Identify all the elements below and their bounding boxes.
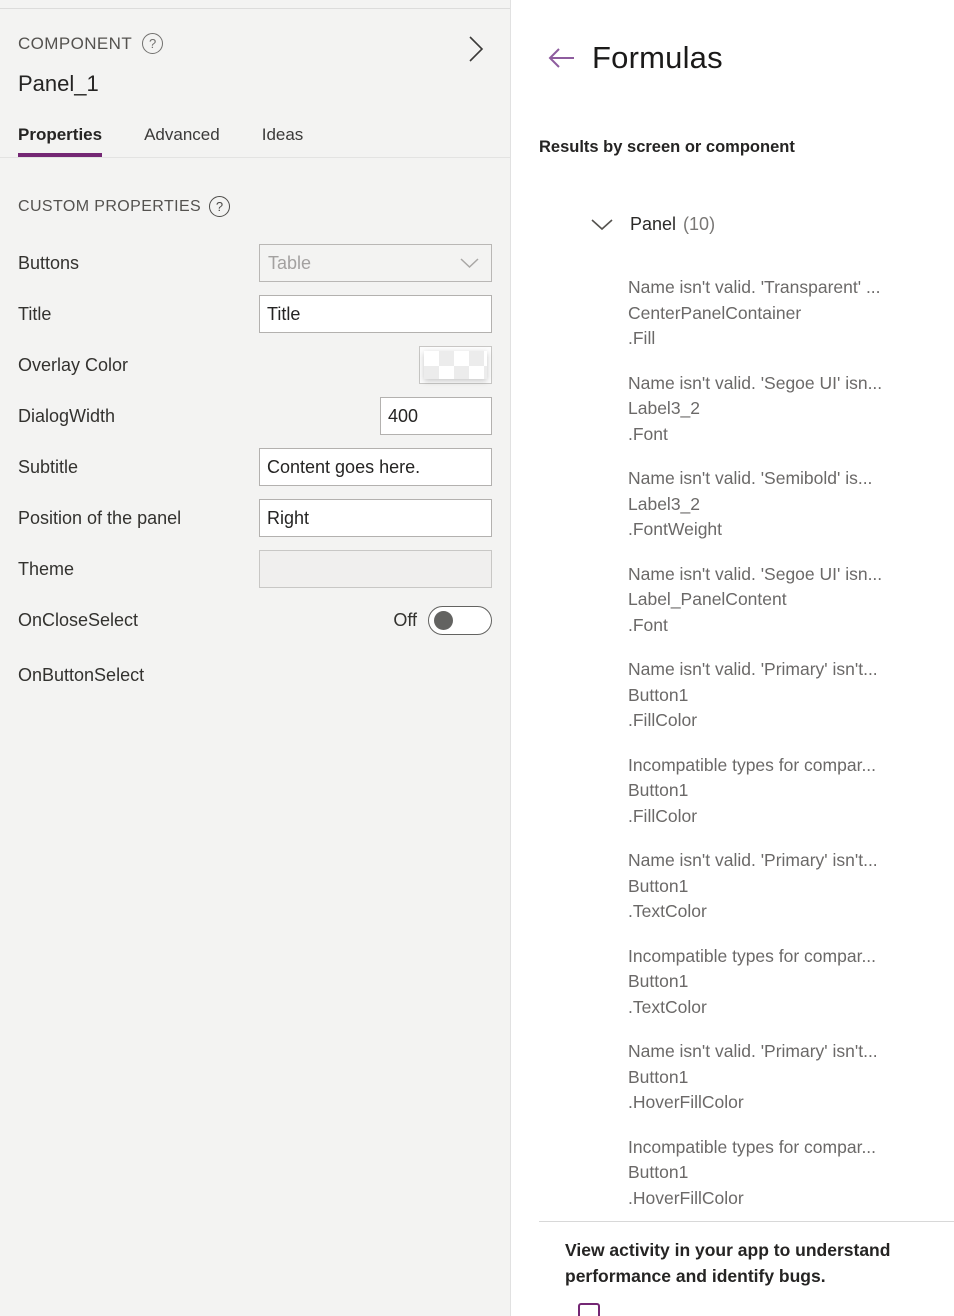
chevron-down-icon bbox=[460, 258, 479, 269]
results-heading: Results by screen or component bbox=[539, 138, 795, 156]
position-input[interactable] bbox=[259, 499, 492, 537]
error-item[interactable] bbox=[628, 1039, 954, 1116]
field-label: DialogWidth bbox=[18, 405, 116, 426]
error-message: Incompatible types for compar... bbox=[628, 945, 877, 966]
field-row-onbuttonselect bbox=[18, 656, 492, 694]
error-item[interactable] bbox=[628, 848, 954, 925]
error-item[interactable] bbox=[628, 466, 954, 543]
error-message: Incompatible types for compar... bbox=[628, 754, 877, 775]
back-button[interactable] bbox=[548, 47, 575, 69]
field-label: Subtitle bbox=[18, 456, 79, 477]
formulas-header bbox=[512, 0, 954, 76]
transparent-checker-swatch bbox=[424, 351, 487, 379]
field-row-subtitle bbox=[18, 448, 492, 486]
field-row-dialogwidth bbox=[18, 397, 492, 435]
overlay-color-swatch[interactable] bbox=[419, 346, 492, 384]
field-label: OnCloseSelect bbox=[18, 609, 139, 630]
error-control-name: CenterPanelContainer bbox=[628, 302, 802, 323]
chevron-down-icon bbox=[591, 219, 613, 231]
field-label: Theme bbox=[18, 558, 75, 579]
error-item[interactable] bbox=[628, 753, 954, 830]
error-property-name: .Font bbox=[628, 423, 668, 444]
error-list bbox=[628, 275, 954, 1211]
component-name: Panel_1 bbox=[18, 71, 99, 96]
error-property-name: .Fill bbox=[628, 328, 656, 348]
theme-input bbox=[259, 550, 492, 588]
field-label: Position of the panel bbox=[18, 507, 182, 528]
footer-message: View activity in your app to understand performance and identify bugs. bbox=[565, 1240, 891, 1286]
help-icon[interactable]: ? bbox=[209, 196, 230, 217]
tab-advanced[interactable]: Advanced bbox=[144, 125, 220, 144]
error-message: Name isn't valid. 'Semibold' is... bbox=[628, 468, 873, 488]
error-message: Name isn't valid. 'Transparent' ... bbox=[628, 277, 881, 297]
formulas-panel bbox=[512, 0, 954, 1316]
dialogwidth-input[interactable] bbox=[380, 397, 492, 435]
buttons-dropdown[interactable] bbox=[259, 244, 492, 282]
error-item[interactable] bbox=[628, 657, 954, 734]
group-row-panel[interactable] bbox=[591, 214, 954, 235]
error-message: Name isn't valid. 'Primary' isn't... bbox=[628, 659, 878, 679]
error-control-name: Label_PanelContent bbox=[628, 589, 787, 609]
toggle-state-label: Off bbox=[393, 609, 417, 630]
error-control-name: Button1 bbox=[628, 1162, 689, 1182]
error-control-name: Button1 bbox=[628, 971, 689, 991]
field-row-position bbox=[18, 499, 492, 537]
field-row-buttons bbox=[18, 244, 492, 282]
field-label: OnButtonSelect bbox=[18, 664, 145, 685]
error-item[interactable] bbox=[628, 562, 954, 639]
error-item[interactable] bbox=[628, 275, 954, 352]
component-header-label: COMPONENT bbox=[18, 33, 133, 53]
error-property-name: .Font bbox=[628, 614, 668, 635]
error-property-name: .HoverFillColor bbox=[628, 1187, 744, 1208]
component-header bbox=[18, 0, 492, 54]
custom-properties-heading-label: CUSTOM PROPERTIES bbox=[18, 197, 202, 215]
error-property-name: .HoverFillColor bbox=[628, 1092, 744, 1112]
error-message: Incompatible types for compar... bbox=[628, 1136, 877, 1157]
error-property-name: .FillColor bbox=[628, 710, 698, 730]
group-count: (10) bbox=[683, 214, 716, 234]
error-control-name: Button1 bbox=[628, 875, 689, 896]
chevron-right-icon bbox=[463, 34, 488, 64]
subtitle-input[interactable] bbox=[259, 448, 492, 486]
field-label: Title bbox=[18, 303, 52, 324]
collapse-panel-button[interactable] bbox=[460, 33, 490, 65]
field-label: Overlay Color bbox=[18, 354, 129, 375]
custom-properties-heading bbox=[18, 196, 492, 217]
field-label: Buttons bbox=[18, 252, 80, 273]
oncloseselect-toggle[interactable] bbox=[428, 606, 492, 635]
buttons-dropdown-value: Table bbox=[268, 252, 312, 273]
error-control-name: Label3_2 bbox=[628, 493, 701, 514]
tab-properties[interactable]: Properties bbox=[18, 125, 102, 157]
error-property-name: .TextColor bbox=[628, 996, 707, 1017]
toggle-knob bbox=[434, 611, 453, 630]
arrow-left-icon bbox=[548, 47, 575, 69]
activity-icon[interactable] bbox=[578, 1303, 600, 1316]
field-row-theme bbox=[18, 550, 492, 588]
error-property-name: .TextColor bbox=[628, 901, 707, 921]
page-title: Formulas bbox=[592, 40, 723, 75]
help-icon[interactable]: ? bbox=[142, 33, 163, 54]
error-message: Name isn't valid. 'Primary' isn't... bbox=[628, 850, 878, 870]
field-row-overlay-color bbox=[18, 346, 492, 384]
error-message: Name isn't valid. 'Primary' isn't... bbox=[628, 1041, 878, 1061]
title-input[interactable] bbox=[259, 295, 492, 333]
error-control-name: Button1 bbox=[628, 684, 689, 705]
error-property-name: .FillColor bbox=[628, 805, 698, 826]
field-row-title bbox=[18, 295, 492, 333]
error-control-name: Button1 bbox=[628, 780, 689, 800]
error-property-name: .FontWeight bbox=[628, 519, 723, 539]
error-control-name: Button1 bbox=[628, 1066, 689, 1087]
tab-ideas[interactable]: Ideas bbox=[261, 125, 304, 144]
error-message: Name isn't valid. 'Segoe UI' isn... bbox=[628, 563, 883, 584]
tab-bar bbox=[0, 125, 510, 158]
group-name: Panel bbox=[630, 214, 677, 234]
error-message: Name isn't valid. 'Segoe UI' isn... bbox=[628, 372, 883, 393]
error-control-name: Label3_2 bbox=[628, 398, 701, 418]
error-item[interactable] bbox=[628, 1135, 954, 1212]
error-item[interactable] bbox=[628, 371, 954, 448]
error-item[interactable] bbox=[628, 944, 954, 1021]
field-row-oncloseselect bbox=[18, 601, 492, 639]
footer-divider bbox=[539, 1221, 954, 1222]
